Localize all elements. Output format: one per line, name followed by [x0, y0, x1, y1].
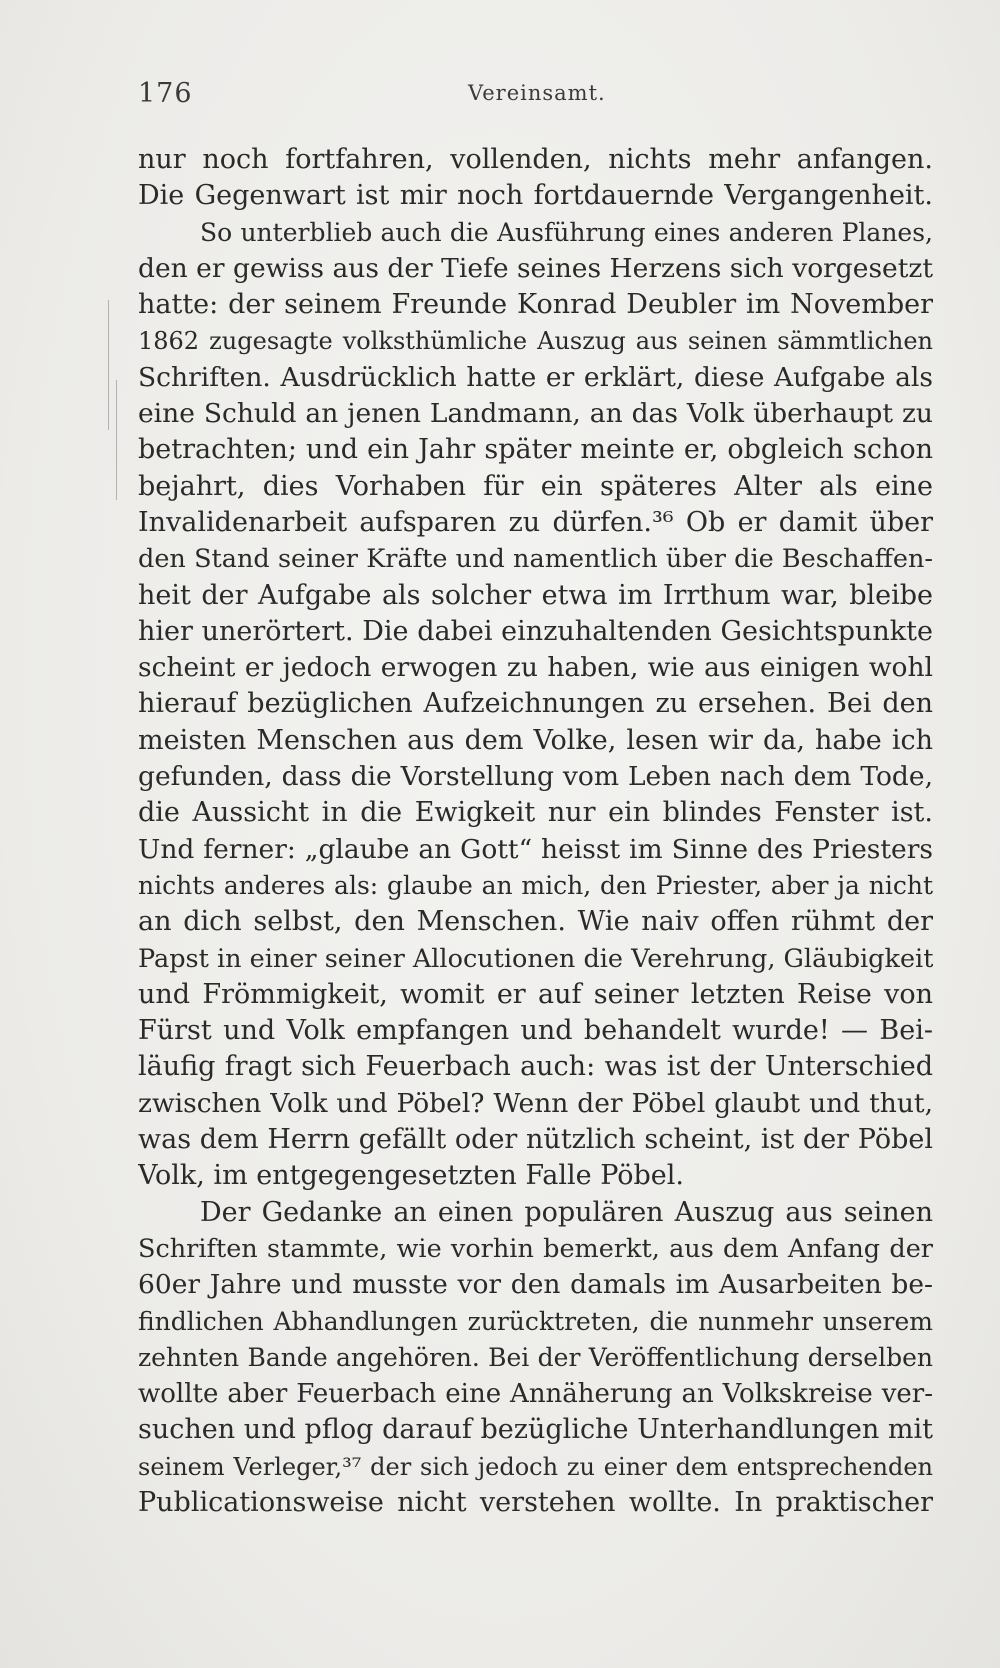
text-line: Papst in einer seiner Allocutionen die Verehrung, Gläubigkeit: [138, 943, 933, 974]
text-line: hierauf bezüglichen Aufzeichnungen zu ersehen. Bei den: [138, 688, 933, 720]
text-line: nur noch fortfahren, vollenden, nichts mehr anfangen.: [138, 144, 933, 175]
text-line: scheint er jedoch erwogen zu haben, wie aus einigen wohl: [138, 652, 933, 684]
text-line: meisten Menschen aus dem Volke, lesen wir da, habe ich: [138, 724, 933, 756]
margin-pencil-mark: [108, 300, 109, 430]
text-line: Und ferner: „glaube an Gott“ heisst im Sinne des Priesters: [138, 833, 933, 865]
page-header: [138, 78, 933, 118]
text-line: hier unerörtert. Die dabei einzuhaltenden Gesichtspunkte: [138, 615, 933, 647]
text-line: Publicationsweise nicht verstehen wollte. In praktischer: [138, 1486, 933, 1518]
text-line: eine Schuld an jenen Landmann, an das Volk überhaupt zu: [138, 398, 933, 430]
text-line: 60er Jahre und musste vor den damals im Ausarbeiten be-: [138, 1269, 933, 1301]
text-line: den Stand seiner Kräfte und namentlich über die Beschaffen-: [138, 544, 933, 575]
text-line: Der Gedanke an einen populären Auszug aus seinen: [200, 1196, 933, 1228]
text-line: 1862 zugesagte volksthümliche Auszug aus seinen sämmtlichen: [138, 327, 933, 356]
page-number: 176: [138, 78, 193, 109]
text-line: Schriften. Ausdrücklich hatte er erklärt, diese Aufgabe als: [138, 361, 933, 393]
text-line: seinem Verleger,³⁷ der sich jedoch zu einer dem entsprechenden: [138, 1452, 933, 1481]
text-line: Fürst und Volk empfangen und behandelt wurde! — Bei-: [138, 1015, 933, 1047]
text-line: Invalidenarbeit aufsparen zu dürfen.³⁶ Ob er damit über: [138, 506, 933, 538]
text-line: was dem Herrn gefällt oder nützlich scheint, ist der Pöbel: [138, 1124, 933, 1156]
text-line: läufig fragt sich Feuerbach auch: was ist der Unterschied: [138, 1051, 933, 1083]
text-line: suchen und pflog darauf bezügliche Unterhandlungen mit: [138, 1414, 933, 1446]
text-line: nichts anderes als: glaube an mich, den Priester, aber ja nicht: [138, 870, 933, 900]
text-line: hatte: der seinem Freunde Konrad Deubler im November: [138, 289, 933, 321]
text-line: zwischen Volk und Pöbel? Wenn der Pöbel glaubt und thut,: [138, 1087, 933, 1119]
text-line: findlichen Abhandlungen zurücktreten, die nunmehr unserem: [138, 1306, 933, 1336]
text-line: Die Gegenwart ist mir noch fortdauernde Vergangenheit.: [138, 180, 933, 212]
text-line: heit der Aufgabe als solcher etwa im Irrthum war, bleibe: [138, 579, 933, 611]
text-line: den er gewiss aus der Tiefe seines Herzens sich vorgesetzt: [138, 252, 933, 284]
text-line: bejahrt, dies Vorhaben für ein späteres Alter als eine: [138, 470, 933, 502]
margin-pencil-mark: [116, 380, 117, 500]
text-line: wollte aber Feuerbach eine Annäherung an Volkskreise ver-: [138, 1379, 933, 1410]
text-line: die Aussicht in die Ewigkeit nur ein blindes Fenster ist.: [138, 797, 933, 829]
text-line: und Frömmigkeit, womit er auf seiner letzten Reise von: [138, 978, 933, 1010]
running-head: Vereinsamt.: [468, 81, 606, 105]
text-line: gefunden, dass die Vorstellung vom Leben nach dem Tode,: [138, 761, 933, 793]
body-text: [138, 142, 933, 1521]
text-line: an dich selbst, den Menschen. Wie naiv offen rühmt der: [138, 906, 933, 938]
text-line: Schriften stammte, wie vorhin bemerkt, aus dem Anfang der: [138, 1233, 933, 1264]
text-line: So unterblieb auch die Ausführung eines anderen Planes,: [200, 217, 933, 247]
text-line: zehnten Bande angehören. Bei der Veröffentlichung derselben: [138, 1342, 933, 1372]
text-line: betrachten; und ein Jahr später meinte er, obgleich schon: [138, 434, 933, 466]
text-line: Volk, im entgegengesetzten Falle Pöbel.: [138, 1160, 684, 1192]
